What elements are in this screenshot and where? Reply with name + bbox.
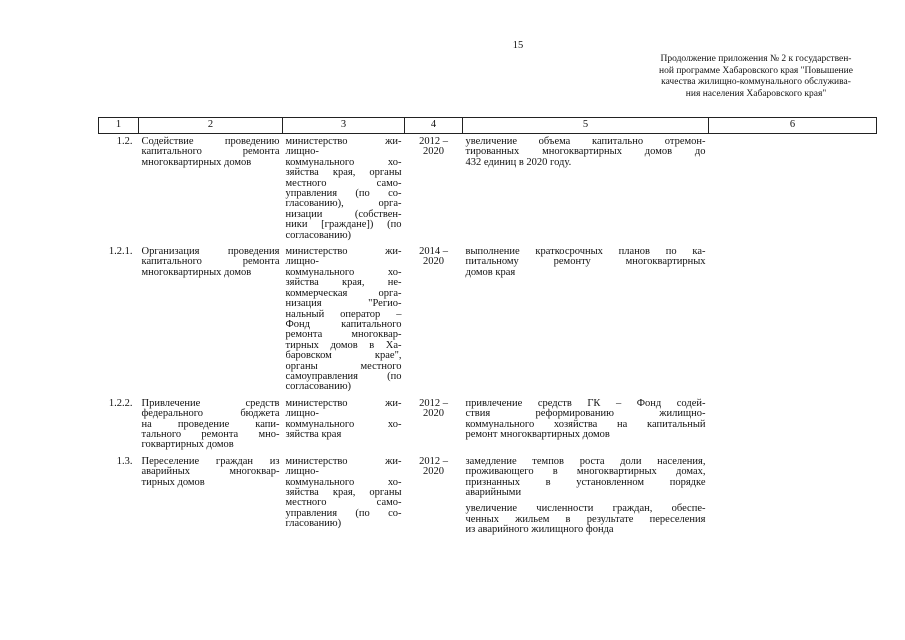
cell-text-line: федерального бюджета <box>141 408 280 420</box>
column-header-3: 3 <box>283 118 405 134</box>
cell-text-line: управления (по со- <box>285 188 402 200</box>
cell-text-line: зяйства края, не- <box>285 277 402 289</box>
cell-text-line: местного само- <box>285 497 402 509</box>
measure-note <box>709 244 877 396</box>
measure-number: 1.3. <box>116 455 133 467</box>
cell-text-line: самоуправления (по <box>285 370 402 382</box>
measure-note <box>709 134 877 245</box>
cell-text-line: коммунального хозяйства на капитальный <box>465 418 706 430</box>
table-row <box>99 454 877 539</box>
cell-text-line: тирных домов <box>141 476 205 488</box>
cell-text-line: признанных в установленном порядке <box>465 476 706 488</box>
measure-name <box>139 134 283 245</box>
result-paragraph <box>466 399 706 441</box>
cell-text-line: ремонта многоквар- <box>285 329 402 341</box>
column-header-5: 5 <box>463 118 709 134</box>
measure-result <box>463 134 709 245</box>
measures-table <box>98 117 877 539</box>
measure-result <box>463 396 709 454</box>
table-row <box>99 244 877 396</box>
cell-text-line: согласованию) <box>285 381 352 393</box>
cell-text-line: лищно- <box>285 146 319 158</box>
cell-text-line: ствия реформированию жилищно- <box>465 408 706 420</box>
cell-text-line: нальный оператор – <box>285 308 402 320</box>
measure-result <box>463 244 709 396</box>
measure-result <box>463 454 709 539</box>
cell-text-line: Привлечение средств <box>141 397 280 409</box>
cell-text-line: зяйства края, органы <box>285 167 402 179</box>
cell-text-line: аварийных многоквар- <box>141 466 280 478</box>
cell-text-line: низация "Регио- <box>285 298 402 310</box>
cell-text-line: выполнение краткосрочных планов по ка- <box>465 246 706 258</box>
cell-text-line: многоквартирных домов <box>141 266 252 278</box>
cell-text-line: тального ремонта мно- <box>141 428 280 440</box>
appendix-note-line: качества жилищно-коммунального обслужива- <box>661 77 851 87</box>
measure-number: 1.2. <box>116 136 133 147</box>
cell-text-line: проживающего в многоквартирных домах, <box>465 466 706 478</box>
column-header-2: 2 <box>139 118 283 134</box>
cell-text-line: 2020 <box>423 466 444 478</box>
cell-text-line: замедление темпов роста доли населения, <box>465 455 706 467</box>
measure-number: 1.2.2. <box>108 397 133 409</box>
result-paragraph <box>466 137 706 168</box>
cell-text-line: 2014 – <box>419 246 448 258</box>
measure-executor <box>283 244 405 396</box>
cell-text-line: домов края <box>465 266 516 278</box>
cell-text-line: увеличение объема капитально отремон- <box>465 136 706 147</box>
table-row <box>99 134 877 245</box>
measure-executor <box>283 134 405 245</box>
cell-text-line: зяйства края, органы <box>285 487 402 498</box>
cell-text-line: Содействие проведению <box>141 136 280 147</box>
measure-name <box>139 244 283 396</box>
cell-text-line: капитального ремонта <box>141 256 280 268</box>
cell-text-line: привлечение средств ГК – Фонд содей- <box>465 397 706 409</box>
measure-executor <box>283 454 405 539</box>
cell-text-line: капитального ремонта <box>141 146 280 158</box>
result-paragraph <box>466 504 706 535</box>
cell-text-line: ремонт многоквартирных домов <box>465 428 610 440</box>
cell-text-line: гласованию) <box>285 518 342 530</box>
cell-text-line: Переселение граждан из <box>141 455 280 467</box>
result-paragraph <box>466 457 706 499</box>
measure-number: 1.2.1. <box>108 246 133 258</box>
cell-text-line: коммунального хо- <box>285 266 402 278</box>
appendix-note-line: ния населения Хабаровского края" <box>685 88 827 99</box>
cell-text-line: министерство жи- <box>285 246 402 258</box>
cell-text-line: коммерческая орга- <box>285 287 402 299</box>
cell-text-line: гоквартирных домов <box>141 439 234 451</box>
result-paragraph <box>466 247 706 278</box>
cell-text-line: баровском крае", <box>285 350 402 362</box>
cell-text-line: на проведение капи- <box>141 418 280 430</box>
measure-note <box>709 396 877 454</box>
cell-text-line: из аварийного жилищного фонда <box>465 524 614 536</box>
cell-text-line: министерство жи- <box>285 397 402 409</box>
cell-text-line: аварийными <box>465 487 522 498</box>
measure-name <box>139 396 283 454</box>
column-header-1: 1 <box>99 118 139 134</box>
cell-text-line: тированных многоквартирных домов до <box>465 146 706 158</box>
cell-text-line: управления (по со- <box>285 507 402 519</box>
cell-text-line: органы местного <box>285 360 402 372</box>
cell-text-line: коммунального хо- <box>285 476 402 488</box>
cell-text-line: местного само- <box>285 177 402 189</box>
table-body <box>99 134 877 539</box>
cell-text-line: зяйства края <box>285 428 342 440</box>
cell-text-line: гласованию), орга- <box>285 198 402 210</box>
cell-text-line: увеличение численности граждан, обеспе- <box>465 503 706 515</box>
cell-text-line: лищно- <box>285 466 319 478</box>
cell-text-line: 2012 – <box>419 136 448 147</box>
cell-text-line: Фонд капитального <box>285 318 402 330</box>
cell-text-line: ченных жильем в результате переселения <box>465 513 706 525</box>
cell-text-line: Организация проведения <box>141 246 280 258</box>
measure-years <box>405 396 463 454</box>
cell-text-line: многоквартирных домов <box>141 156 252 168</box>
cell-text-line: министерство жи- <box>285 455 402 467</box>
measure-years <box>405 244 463 396</box>
appendix-note-line: Продолжение приложения № 2 к государствен- <box>660 54 852 64</box>
cell-text-line: 432 единиц в 2020 году. <box>465 156 572 168</box>
cell-text-line: 2020 <box>423 146 444 158</box>
cell-text-line: низации (собствен- <box>285 208 402 220</box>
appendix-note <box>640 54 872 100</box>
appendix-note-line: ной программе Хабаровского края "Повышение <box>659 65 853 76</box>
page-number: 15 <box>512 40 524 51</box>
measure-years <box>405 454 463 539</box>
cell-text-line: 2012 – <box>419 397 448 409</box>
cell-text-line: 2012 – <box>419 455 448 467</box>
measure-name <box>139 454 283 539</box>
column-header-4: 4 <box>405 118 463 134</box>
cell-text-line: 2020 <box>423 256 444 268</box>
measure-years <box>405 134 463 245</box>
table-row <box>99 396 877 454</box>
table-header-row <box>99 118 877 134</box>
cell-text-line: коммунального хо- <box>285 418 402 430</box>
cell-text-line: тирных домов в Ха- <box>285 339 402 351</box>
cell-text-line: лищно- <box>285 408 319 420</box>
cell-text-line: лищно- <box>285 256 319 268</box>
measure-note <box>709 454 877 539</box>
cell-text-line: коммунального хо- <box>285 156 402 168</box>
cell-text-line: питальному ремонту многоквартирных <box>465 256 706 268</box>
cell-text-line: 2020 <box>423 408 444 420</box>
column-header-6: 6 <box>709 118 877 134</box>
cell-text-line: согласованию) <box>285 229 352 241</box>
cell-text-line: министерство жи- <box>285 136 402 147</box>
cell-text-line: ники [граждане]) (по <box>285 219 402 231</box>
measure-executor <box>283 396 405 454</box>
